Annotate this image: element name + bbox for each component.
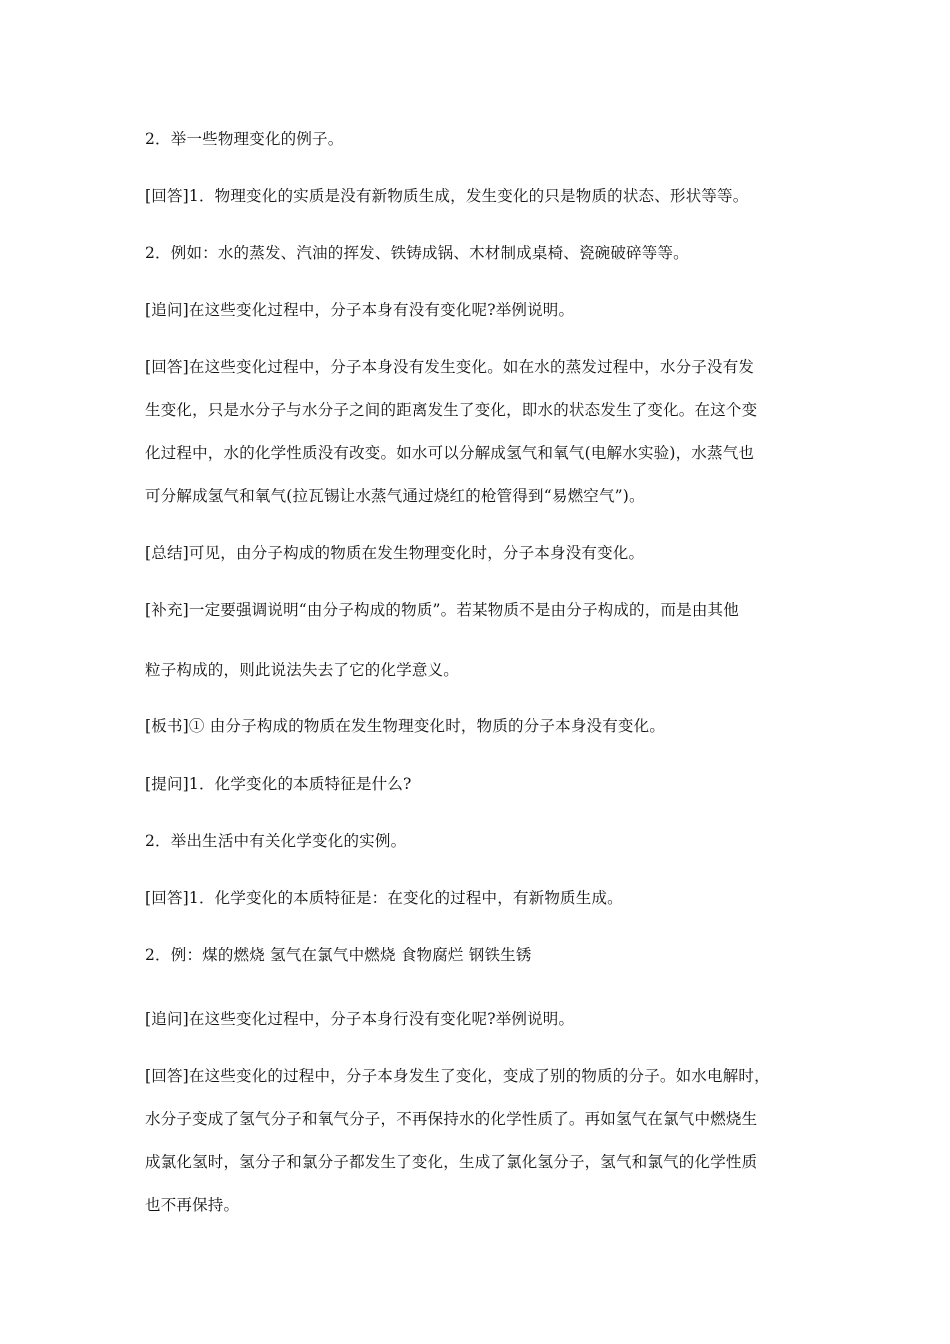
text-line: 也不再保持。	[145, 1196, 240, 1214]
text-line: [板书]① 由分子构成的物质在发生物理变化时，物质的分子本身没有变化。	[145, 717, 666, 735]
text-line: 粒子构成的，则此说法失去了它的化学意义。	[145, 661, 460, 679]
text-line: 成氯化氢时，氢分子和氯分子都发生了变化，生成了氯化氢分子，氢气和氯气的化学性质	[145, 1153, 758, 1171]
text-line: 化过程中，水的化学性质没有改变。如水可以分解成氢气和氧气(电解水实验)，水蒸气也	[145, 444, 755, 462]
text-line: [追问]在这些变化过程中，分子本身有没有变化呢?举例说明。	[145, 301, 575, 319]
text-line: 2．例：煤的燃烧 氢气在氯气中燃烧 食物腐烂 钢铁生锈	[145, 946, 532, 964]
text-line: [追问]在这些变化过程中，分子本身行没有变化呢?举例说明。	[145, 1010, 575, 1028]
text-line: [回答]在这些变化的过程中，分子本身发生了变化，变成了别的物质的分子。如水电解时，	[145, 1067, 770, 1085]
text-line: 2．举出生活中有关化学变化的实例。	[145, 832, 407, 850]
text-line: 2．举一些物理变化的例子。	[145, 130, 344, 148]
text-line: 水分子变成了氢气分子和氧气分子，不再保持水的化学性质了。再如氢气在氯气中燃烧生	[145, 1110, 758, 1128]
text-line: [回答]在这些变化过程中，分子本身没有发生变化。如在水的蒸发过程中，水分子没有发	[145, 358, 755, 376]
text-line: [总结]可见，由分子构成的物质在发生物理变化时，分子本身没有变化。	[145, 544, 645, 562]
text-line: 生变化，只是水分子与水分子之间的距离发生了变化，即水的状态发生了变化。在这个变	[145, 401, 758, 419]
text-line: 可分解成氢气和氧气(拉瓦锡让水蒸气通过烧红的枪管得到“易燃空气”)。	[145, 487, 645, 505]
text-line: [提问]1．化学变化的本质特征是什么?	[145, 775, 412, 793]
text-line: [补充]一定要强调说明“由分子构成的物质”。若某物质不是由分子构成的，而是由其他	[145, 601, 739, 619]
text-line: 2．例如：水的蒸发、汽油的挥发、铁铸成锅、木材制成桌椅、瓷碗破碎等等。	[145, 244, 689, 262]
text-line: [回答]1．物理变化的实质是没有新物质生成，发生变化的只是物质的状态、形状等等。	[145, 187, 749, 205]
text-line: [回答]1．化学变化的本质特征是：在变化的过程中，有新物质生成。	[145, 889, 623, 907]
